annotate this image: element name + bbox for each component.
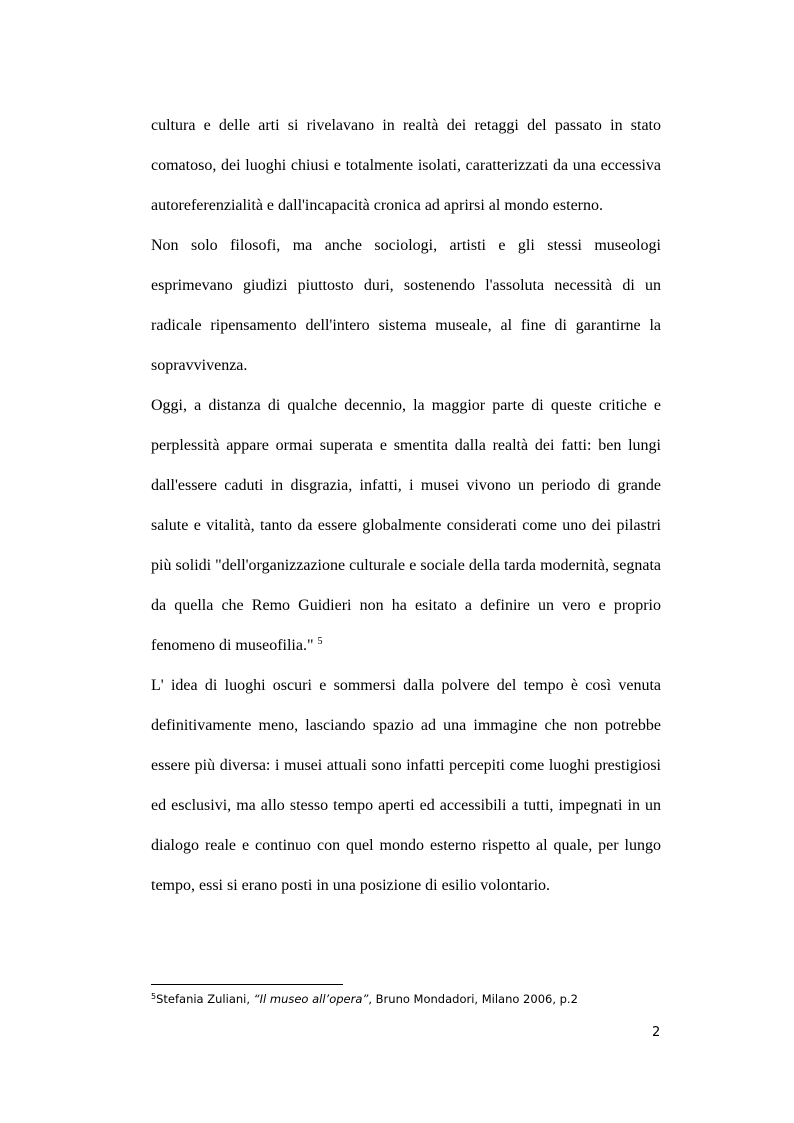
paragraph: Oggi, a distanza di qualche decennio, la maggior parte di queste critiche e perplessità appare ormai superata e smentita dalla realtà dei fatti: ben lungi dall'essere caduti in disgrazia, infatti, i musei vivono un periodo di grande salute e vitalità, tanto da essere globalmente considerati come uno dei pilastri più solidi "dell'organizzazione culturale e sociale della tarda modernità, segnata da quella che Remo Guidieri non ha esitato a definire un vero e proprio fenomeno di museofilia." $^5$ xyxy=(151,397,661,654)
paragraph: cultura e delle arti si rivelavano in realtà dei retaggi del passato in stato comatoso, dei luoghi chiusi e totalmente isolati, caratterizzati da una eccessiva autoreferenzialità e dall'incapacità cronica ad aprirsi al mondo esterno. xyxy=(151,117,661,214)
footnote-reference: 5 xyxy=(317,636,323,647)
footnote xyxy=(151,991,578,1007)
body-text xyxy=(151,106,661,906)
footnote-author: Stefania Zuliani, xyxy=(156,992,254,1006)
paragraph: Non solo filosofi, ma anche sociologi, artisti e gli stessi museologi esprimevano giudizi piuttosto duri, sostenendo l'assoluta necessità di un radicale ripensamento dell'intero sistema museale, al fine di garantirne la sopravvivenza. xyxy=(151,237,661,374)
footnote-number: 5 xyxy=(151,992,157,1001)
footnote-title: “Il museo all’opera” xyxy=(253,992,369,1006)
footnote-publication: , Bruno Mondadori, Milano 2006, p.2 xyxy=(368,992,578,1006)
page-number: 2 xyxy=(652,1025,661,1040)
paragraph: L' idea di luoghi oscuri e sommersi dalla polvere del tempo è così venuta definitivamente meno, lasciando spazio ad una immagine che non potrebbe essere più diversa: i musei attuali sono infatti percepiti come luoghi prestigiosi ed esclusivi, ma allo stesso tempo aperti ed accessibili a tutti, impegnati in un dialogo reale e continuo con quel mondo esterno rispetto al quale, per lungo tempo, essi si erano posti in una posizione di esilio volontario. xyxy=(151,677,661,894)
footnote-separator xyxy=(151,984,343,985)
